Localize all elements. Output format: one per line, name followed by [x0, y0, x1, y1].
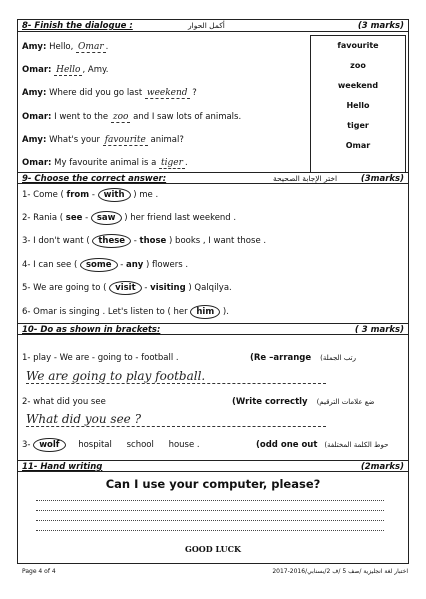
good-luck: GOOD LUCK — [185, 544, 241, 554]
page-number: Page 4 of 4 — [22, 568, 56, 575]
q3-instr-text: (odd one out — [256, 440, 318, 450]
section-11-header — [18, 460, 408, 472]
q3-prompt — [22, 440, 200, 450]
choice-text: ) flowers . — [143, 260, 189, 270]
dialogue-answer: favourite — [104, 135, 146, 145]
exam-label: اختبار لغة انجليزية /صف 5 /ف 2/بسنابي/2016-2017 — [272, 568, 408, 575]
q2-instr-text: (Write correctly — [232, 397, 308, 407]
dialogue-text: Hello, — [46, 42, 77, 52]
dialogue-answer: Hello — [56, 65, 81, 75]
word-bank — [310, 35, 406, 173]
dialogue-text: , Amy. — [82, 65, 109, 75]
dialogue-text: and I saw lots of animals. — [130, 112, 242, 122]
choice-option: from — [66, 190, 90, 200]
writing-line — [36, 520, 384, 521]
q1-prompt — [22, 353, 179, 363]
choice-option: any — [125, 260, 144, 270]
word-bank-item: weekend — [337, 81, 379, 90]
dialogue-answer: tiger — [161, 158, 183, 168]
dialogue-text: My favourite animal is a — [51, 158, 160, 168]
choice-text: 4- I can see ( — [22, 260, 80, 270]
q3-circled-word: wolf — [33, 438, 65, 452]
choice-option: him — [190, 305, 220, 319]
dialogue-answer: weekend — [146, 88, 188, 98]
dialogue-text: ? — [189, 88, 197, 98]
writing-line — [36, 530, 384, 531]
choice-option: these — [92, 234, 131, 248]
word-bank-item: Omar — [345, 141, 371, 150]
q2-answer: What did you see ? — [26, 412, 326, 427]
choice-item: 2- Rania ( see - saw ) her friend last weekend . — [22, 213, 237, 223]
choice-text: 3- I don't want ( — [22, 236, 93, 246]
dialogue-text: Where did you go last — [46, 88, 145, 98]
q3-word: house . — [168, 440, 200, 450]
dialogue-line — [22, 88, 197, 99]
section-marks: (3 marks) — [357, 21, 404, 31]
section-marks: ( 3 marks) — [354, 325, 404, 335]
section-title: 10- Do as shown in brackets: — [22, 325, 161, 335]
choice-option: see — [65, 213, 83, 223]
choice-text: ) me . — [130, 190, 159, 200]
writing-line — [36, 510, 384, 511]
dialogue-line — [22, 42, 108, 53]
choice-option: visit — [109, 281, 142, 295]
q3-word: hospital — [78, 440, 112, 450]
speaker: Omar: — [22, 112, 52, 122]
speaker: Amy: — [22, 88, 47, 98]
choice-text: 2- Rania ( — [22, 213, 66, 223]
q1-instruction — [250, 353, 356, 363]
q2-prompt: 2- what did you see — [22, 397, 106, 407]
choice-text: 6- Omar is singing . Let's listen to ( her — [22, 307, 191, 317]
handwriting-sentence: Can I use your computer, please? — [105, 477, 321, 491]
choice-option: with — [98, 188, 131, 202]
dialogue-answer: zoo — [112, 112, 129, 122]
dialogue-text: . — [105, 42, 109, 52]
section-9-header — [18, 172, 408, 184]
word-bank-item: favourite — [337, 41, 379, 50]
q2-instruction — [232, 397, 374, 407]
word-bank-item: Hello — [346, 101, 370, 110]
q1-instr-text: (Re –arrange — [250, 353, 312, 363]
section-arabic: أكمل الحوار — [188, 21, 225, 30]
q3-word: school — [126, 440, 154, 450]
choice-option: saw — [91, 211, 122, 225]
section-title: 9- Choose the correct answer: — [22, 174, 167, 184]
section-marks: (3marks) — [360, 174, 404, 184]
dialogue-text: What's your — [46, 135, 103, 145]
choice-item: 3- I don't want ( these - those ) books , I want those . — [22, 236, 267, 246]
q3-arabic: (حوط الكلمة المختلفة — [324, 441, 389, 449]
speaker: Amy: — [22, 42, 47, 52]
dialogue-text: . — [184, 158, 188, 168]
section-title: 8- Finish the dialogue : — [22, 21, 133, 31]
choice-text: ). — [220, 307, 229, 317]
dialogue-text: animal? — [147, 135, 184, 145]
choice-text: ) Qalqilya. — [185, 283, 232, 293]
dialogue-line — [22, 158, 188, 169]
q3-number: 3- — [22, 440, 31, 450]
speaker: Omar: — [22, 158, 52, 168]
speaker: Amy: — [22, 135, 47, 145]
q1-arabic: (رتب الجملة — [320, 354, 357, 362]
q1-answer: We are going to play football. — [26, 369, 326, 384]
choice-item — [22, 307, 229, 317]
section-arabic: اختر الإجابة الصحيحة — [273, 174, 338, 183]
q1-text: 1- play - We are - going to - football . — [22, 353, 179, 363]
section-title: 11- Hand writing — [22, 462, 103, 472]
q2-arabic: (ضع علامات الترقيم — [316, 398, 375, 406]
choice-item: 1- Come ( from - with ) me . — [22, 190, 159, 200]
choice-text: 5- We are going to ( — [22, 283, 110, 293]
choice-text: ) her friend last weekend . — [121, 213, 237, 223]
choice-item: 5- We are going to ( visit - visiting ) Qalqilya. — [22, 283, 232, 293]
section-8-header — [18, 20, 408, 32]
speaker: Omar: — [22, 65, 52, 75]
choice-option: those — [139, 236, 167, 246]
choice-option: some — [80, 258, 118, 272]
section-marks: (2marks) — [360, 462, 404, 472]
choice-text: 1- Come ( — [22, 190, 67, 200]
q3-instruction — [256, 440, 388, 450]
dialogue-line — [22, 135, 184, 146]
word-bank-item: tiger — [347, 121, 369, 130]
choice-option: visiting — [150, 283, 186, 293]
choice-text: ) books , I want those . — [166, 236, 267, 246]
section-10-header — [18, 323, 408, 335]
dialogue-answer: Omar — [78, 42, 104, 52]
choice-item: 4- I can see ( some - any ) flowers . — [22, 260, 189, 270]
word-bank-item: zoo — [350, 61, 366, 70]
dialogue-line — [22, 65, 109, 76]
writing-line — [36, 500, 384, 501]
dialogue-text: I went to the — [51, 112, 111, 122]
dialogue-line — [22, 112, 241, 123]
exam-page — [17, 19, 409, 564]
